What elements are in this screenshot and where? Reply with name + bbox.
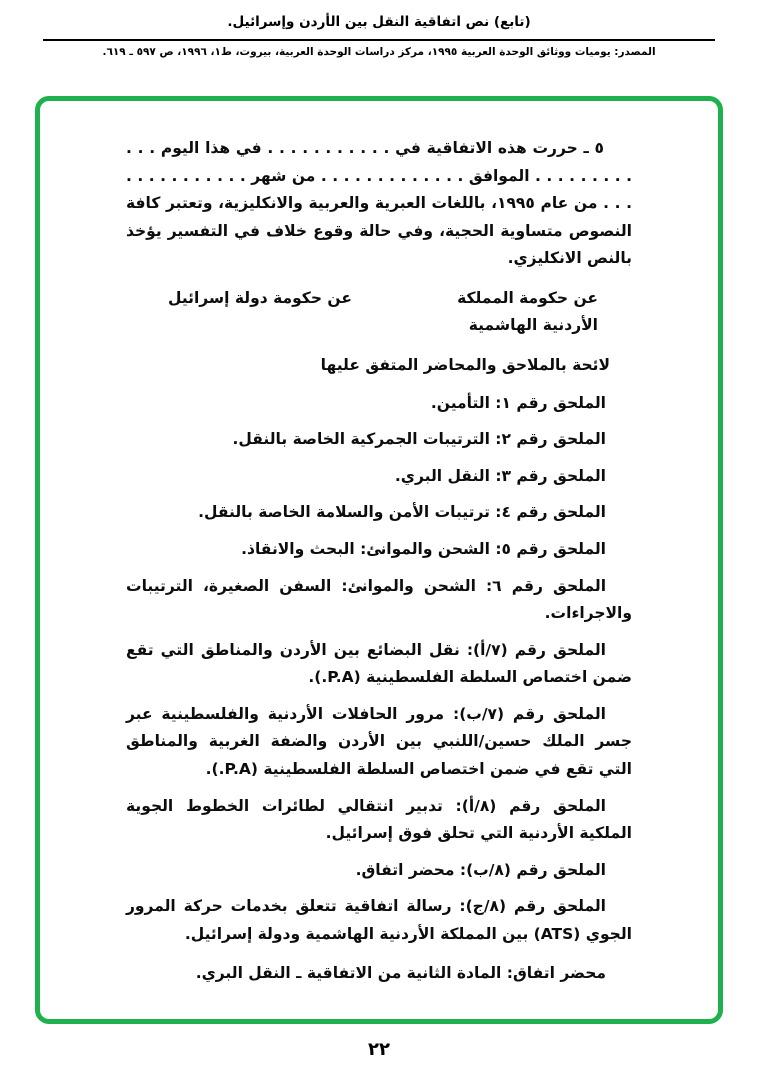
annex-item-4: الملحق رقم ٤: ترتيبات الأمن والسلامة الخاصة بالنقل.	[198, 503, 606, 522]
annex-item-3: الملحق رقم ٣: النقل البري.	[394, 466, 606, 485]
annex-item-8c: الملحق رقم (٨/ج): رسالة اتفاقية تتعلق بخدمات حركة المرور الجوي (ATS) بين المملكة الأردنية الهاشمية ودولة إسرائيل.	[126, 897, 632, 943]
annex-item-7a: الملحق رقم (٧/أ): نقل البضائع بين الأردن والمناطق التي تقع ضمن اختصاص السلطة الفلسطينية (P.A.).	[126, 640, 632, 687]
annex-list-title: لائحة بالملاحق والمحاضر المتفق عليها	[320, 356, 610, 375]
page-header	[0, 0, 758, 58]
agreement-minute-note: محضر اتفاق: المادة الثانية من الاتفاقية ـ النقل البري.	[195, 964, 606, 983]
signature-jordan-government: عن حكومة المملكة الأردنية الهاشمية	[457, 288, 598, 335]
annex-item-8a: الملحق رقم (٨/أ): تدبير انتقالي لطائرات الخطوط الجوية الملكية الأردنية التي تحلق فوق إسرائيل.	[126, 796, 632, 843]
header-divider	[43, 39, 715, 41]
document-body	[40, 101, 718, 988]
annex-item-5: الملحق رقم ٥: الشحن والموانئ: البحث والانقاذ.	[241, 539, 606, 558]
signature-israel-government: عن حكومة دولة إسرائيل	[168, 288, 352, 307]
annex-item-1: الملحق رقم ١: التأمين.	[430, 393, 606, 412]
page-number: ٢٢	[368, 1039, 390, 1060]
signature-row	[126, 283, 632, 340]
annex-item-2: الملحق رقم ٢: الترتيبات الجمركية الخاصة بالنقل.	[232, 430, 606, 449]
clause-5: ٥ ـ حررت هذه الاتفاقية في . . . . . . . . . . . في هذا اليوم . . . . . . . . . . . . الموافق . . . . . . . . . . . . . من شهر . . . . . . . . . . . . . . من عام ١٩٩٥، باللغات العبرية والعربية والانكليزية، وتعتبر كافة النصوص متساوية الحجية، وفي حالة وقوع خلاف في التفسير يؤخذ بالنص الانكليزي.	[126, 139, 632, 268]
annex-item-7b: الملحق رقم (٧/ب): مرور الحافلات الأردنية والفلسطينية عبر جسر الملك حسين/اللنبي بين الأردن والضفة الغربية والمناطق التي تقع في ضمن اختصاص السلطة الفلسطينية (P.A.).	[126, 704, 632, 778]
page-footer	[0, 1039, 758, 1060]
document-frame	[35, 96, 723, 1024]
header-title: (تابع) نص اتفاقية النقل بين الأردن وإسرائيل.	[227, 14, 531, 30]
source-line: المصدر: يوميات ووثائق الوحدة العربية ١٩٩٥، مركز دراسات الوحدة العربية، بيروت، ط١، ١٩٩٦، ص ٥٩٧ ـ ٦١٩.	[102, 46, 656, 58]
annex-item-8b: الملحق رقم (٨/ب): محضر اتفاق.	[355, 860, 606, 879]
annex-item-6: الملحق رقم ٦: الشحن والموانئ: السفن الصغيرة، الترتيبات والاجراءات.	[126, 576, 632, 623]
